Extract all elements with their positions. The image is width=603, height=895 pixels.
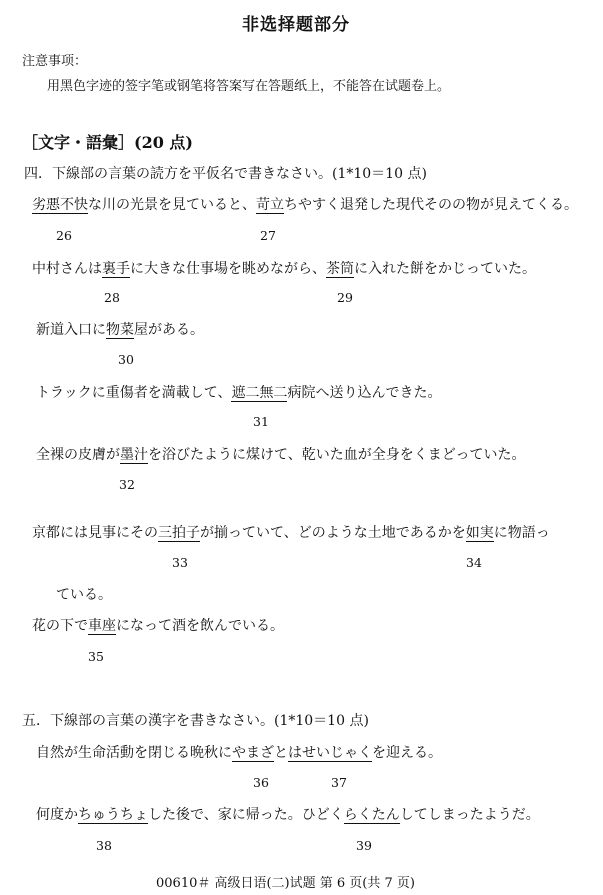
underlined-word: 車座 [88, 618, 116, 634]
sentence-text: 屋がある。 [134, 322, 204, 338]
q5-sentence-1 [36, 742, 442, 762]
underlined-word: 裏手 [102, 261, 130, 277]
q4-sentence-7 [32, 615, 284, 635]
question-number-35: 35 [88, 649, 104, 664]
sentence-text: に入れた餅をかじっていた。 [354, 261, 536, 277]
q4-sentence-6 [32, 522, 550, 542]
sentence-text: と [274, 745, 288, 761]
question-number-33: 33 [172, 555, 188, 570]
sentence-text: トラックに重傷者を満載して、 [36, 385, 232, 401]
q4-sentence-3 [36, 319, 204, 339]
q4-sentence-6-continued: ている。 [56, 587, 112, 603]
underlined-word: 物菜 [106, 322, 134, 338]
underlined-word: 苛立 [256, 197, 284, 213]
sentence-text: に物語っ [493, 525, 550, 541]
sentence-text: 自然が生命活動を閉じる晩秋に [36, 745, 232, 761]
page-title: 非选择题部分 [242, 15, 350, 35]
sentence-text: になって酒を飲んでいる。 [116, 618, 284, 634]
underlined-word: 墨汁 [120, 447, 148, 463]
underlined-word: ちゅうちょ [78, 807, 148, 823]
sentence-text: 何度か [36, 807, 78, 823]
sentence-text: を浴びたように煤けて、乾いた血が全身をくまどっていた。 [148, 447, 526, 463]
question-number-36: 36 [253, 775, 269, 790]
sentence-text: 中村さんは [32, 261, 102, 277]
q4-sentence-5 [36, 444, 525, 464]
underlined-word: 遮二無二 [231, 385, 288, 401]
sentence-text: に大きな仕事場を眺めながら、 [130, 261, 326, 277]
question-number-38: 38 [96, 838, 112, 853]
notice-heading: 注意事项： [22, 54, 88, 69]
underlined-word: 如実 [465, 525, 494, 541]
page-footer: 00610＃ 高级日语(二)试题 第 6 页(共 7 页) [156, 876, 415, 891]
q4-sentence-2 [32, 258, 536, 278]
q5-sentence-2 [36, 804, 540, 824]
question-number-37: 37 [331, 775, 347, 790]
sentence-text: ちやすく退発した現代そのの物が見えてくる。 [284, 197, 578, 213]
q4-sentence-1 [32, 194, 578, 214]
sentence-text: 花の下で [32, 618, 88, 634]
sentence-text: した後で、家に帰った。ひどく [148, 807, 344, 823]
question-number-34: 34 [466, 555, 482, 570]
sentence-text: を迎える。 [372, 745, 442, 761]
underlined-word: は [288, 745, 302, 761]
q4-instruction: 四．下線部の言葉の読方を平仮名で書きなさい。(1*10＝10 点) [24, 166, 427, 182]
section-label: ［文字・語彙］(20 点) [22, 133, 193, 152]
underlined-word: やまざ [232, 745, 274, 761]
q4-sentence-4 [36, 382, 441, 402]
question-number-27: 27 [260, 228, 276, 243]
q5-instruction: 五．下線部の言葉の漢字を書きなさい。(1*10＝10 点) [22, 713, 369, 729]
sentence-text: 新道入口に [36, 322, 106, 338]
underlined-word: 三拍子 [158, 525, 200, 541]
question-number-31: 31 [253, 414, 269, 429]
sentence-text: 京都には見事にその [32, 525, 158, 541]
underlined-word: せいじゃく [302, 745, 372, 761]
question-number-39: 39 [356, 838, 372, 853]
question-number-30: 30 [118, 352, 134, 367]
sentence-text: が揃っていて、どのような土地であるかを [200, 525, 466, 541]
sentence-text: 全裸の皮膚が [36, 447, 120, 463]
underlined-word: 茶筒 [326, 261, 354, 277]
question-number-28: 28 [104, 290, 120, 305]
underlined-word: 劣悪不快 [32, 197, 88, 213]
question-number-26: 26 [56, 228, 72, 243]
sentence-text: してしまったようだ。 [399, 807, 540, 823]
underlined-word: らくたん [343, 807, 400, 823]
notice-text: 用黑色字迹的签字笔或钢笔将答案写在答题纸上，不能答在试题卷上。 [47, 79, 451, 94]
question-number-29: 29 [337, 290, 353, 305]
sentence-text: な川の光景を見ていると、 [88, 197, 256, 213]
sentence-text: 病院へ送り込んできた。 [287, 385, 442, 401]
question-number-32: 32 [119, 477, 135, 492]
